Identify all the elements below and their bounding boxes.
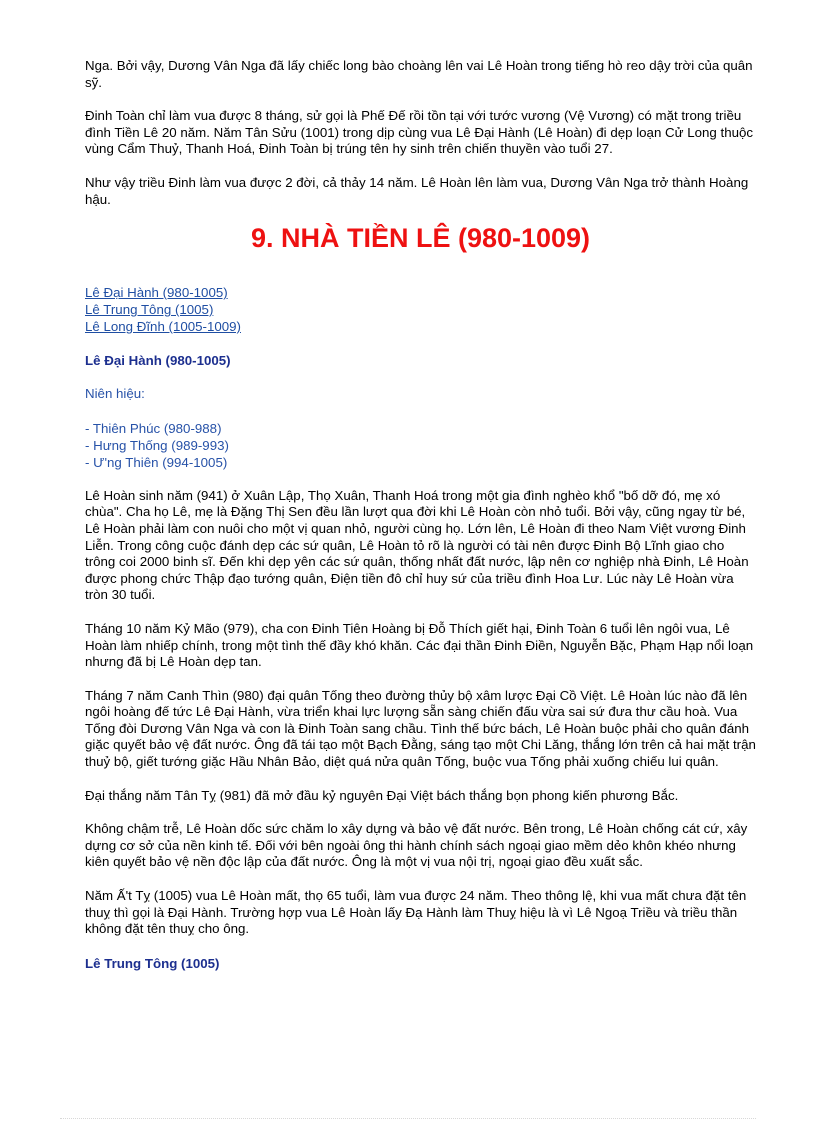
era-label: Niên hiệu:	[85, 386, 145, 402]
era-item: - Thiên Phúc (980-988)	[85, 420, 222, 436]
era-item: - Hưng Thống (989-993)	[85, 437, 229, 453]
section-heading-le-trung-tong: Lê Trung Tông (1005)	[85, 955, 220, 971]
toc-link-le-trung-tong[interactable]: Lê Trung Tông (1005)	[85, 302, 214, 318]
toc-link-le-dai-hanh[interactable]: Lê Đại Hành (980-1005)	[85, 285, 228, 301]
paragraph-body-3: Tháng 7 năm Canh Thìn (980) đại quân Tống theo đường thủy bộ xâm lược Đại Cồ Việt. Lê Hoàn lúc nào đã lên ngôi hoàng đế tức Lê Đại Hành, vừa triển khai lực lượng sẵn sàng chiến đấu vừa sai sứ đưa thư cầu hoà. Vua Tống đòi Dương Vân Nga và con là Đinh Toàn sang chầu. Tình thế bức bách, Lê Hoàn buộc phải cho quân đánh giặc quyết bảo vệ đất nước. Ông đã tái tạo một Bạch Đằng, sáng tạo một Chi Lăng, thắng lớn trên cả hai mặt trận thuỷ bộ, giết tướng giặc Hầu Nhân Bảo, diệt quá nửa quân Tống, buộc vua Tống phải xuống chiếu lui quân.	[85, 687, 756, 770]
paragraph-body-4: Đại thắng năm Tân Tỵ (981) đã mở đầu kỷ nguyên Đại Việt bách thắng bọn phong kiến phương Bắc.	[85, 787, 679, 803]
paragraph-intro-1: Nga. Bởi vậy, Dương Vân Nga đã lấy chiếc long bào choàng lên vai Lê Hoàn trong tiếng hò reo dậy trời của quân sỹ.	[85, 58, 753, 90]
page-bottom-divider	[60, 1118, 756, 1119]
paragraph-body-6: Năm Ấ't Tỵ (1005) vua Lê Hoàn mất, thọ 65 tuổi, làm vua được 24 năm. Theo thông lệ, khi vua mất chưa đặt tên thuỵ thì gọi là Đại Hành. Trường hợp vua Lê Hoàn lấy Đạ Hành làm Thuỵ hiệu là vì Lê Ngoạ Triều và triều thần không đặt tên thuỵ cho ông.	[85, 888, 747, 937]
chapter-title: 9. NHÀ TIỀN LÊ (980-1009)	[250, 223, 591, 254]
era-list	[85, 420, 756, 471]
paragraph-body-1: Lê Hoàn sinh năm (941) ở Xuân Lập, Thọ Xuân, Thanh Hoá trong một gia đình nghèo khổ "bố dỡ đó, mẹ xó chùa". Cha họ Lê, mẹ là Đặng Thị Sen đều lần lượt qua đời khi Lê Hoàn còn nhỏ tuổi. Bởi vậy, cũng ngay từ bé, Lê Hoàn phải làm con nuôi cho một vị quan nhỏ, người cùng họ. Lớn lên, Lê Hoàn đi theo Nam Việt vương Đinh Liễn. Trong công cuộc đánh dẹp các sứ quân, Lê Hoàn tỏ rõ là người có tài nên được Đinh Bộ Lĩnh giao cho trông coi 2000 binh sĩ. Đến khi dẹp yên các sứ quân, thống nhất đất nước, lập nên cơ nghiệp nhà Đinh, Lê Hoàn được phong chức Thập đạo tướng quân, Điện tiền đô chỉ huy sứ của triều đình Hoa Lư. Lúc này Lê Hoàn vừa tròn 30 tuổi.	[85, 487, 749, 603]
paragraph-body-5: Không chậm trễ, Lê Hoàn dốc sức chăm lo xây dựng và bảo vệ đất nước. Bên trong, Lê Hoàn chống cát cứ, xây dựng cơ sở của nền kinh tế. Đối với bên ngoài ông thi hành chính sách ngoại giao mềm dẻo khôn khéo nhưng kiên quyết bảo vệ nền độc lập của đất nước. Ông là một vị vua nội trị, ngoại giao đều xuất sắc.	[85, 821, 748, 870]
section-heading-le-dai-hanh: Lê Đại Hành (980-1005)	[85, 353, 231, 369]
era-item: - Ư'ng Thiên (994-1005)	[85, 454, 228, 470]
paragraph-intro-3: Như vậy triều Đinh làm vua được 2 đời, cả thảy 14 năm. Lê Hoàn lên làm vua, Dương Vân Nga trở thành Hoàng hậu.	[85, 174, 749, 207]
toc-link-le-long-dinh[interactable]: Lê Long Đĩnh (1005-1009)	[85, 319, 241, 335]
paragraph-body-2: Tháng 10 năm Kỷ Mão (979), cha con Đinh Tiên Hoàng bị Đỗ Thích giết hại, Đinh Toàn 6 tuổi lên ngôi vua, Lê Hoàn làm nhiếp chính, trong một tình thế đầy khó khăn. Các đại thần Đinh Điền, Nguyễn Bặc, Phạm Hạp nổi loạn nhưng đã bị Lê Hoàn dẹp tan.	[85, 620, 754, 670]
table-of-contents	[85, 284, 756, 335]
paragraph-intro-2: Đinh Toàn chỉ làm vua được 8 tháng, sử gọi là Phế Đế rồi tồn tại với tước vương (Vệ Vương) có mặt trong triều đình Tiền Lê 20 năm. Năm Tân Sửu (1001) trong dịp cùng vua Lê Đại Hành (Lê Hoàn) đi dẹp loạn Cử Long thuộc vùng Cẩm Thuỷ, Thanh Hoá, Đinh Toàn bị trúng tên hy sinh trên chiến thuyền vào tuổi 27.	[85, 108, 754, 157]
